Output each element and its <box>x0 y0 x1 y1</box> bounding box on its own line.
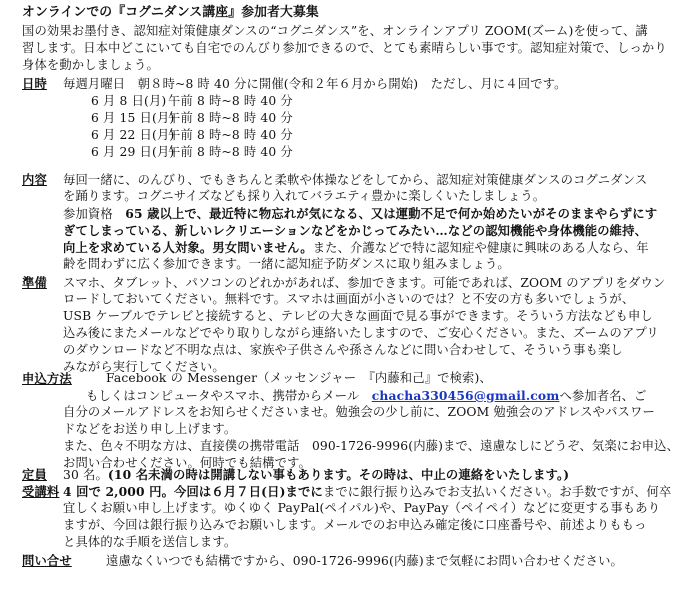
content-line: を踊ります。コグニサイズなども採り入れてバラエティ豊かに楽しくいたしましょう。 <box>63 189 546 203</box>
schedule-time: 午前 8 時~8 時 40 分 <box>168 145 293 159</box>
schedule-row <box>22 76 662 92</box>
qualification-emphasis: 65 歳以上で、最近特に物忘れが気になる、又は運動不足で何か始めたいがそのままやらずにす <box>125 206 658 221</box>
schedule-date-row <box>91 128 680 143</box>
intro-line: 国の効果お墨付き、認知症対策健康ダンスの“コグニダンス”を、オンラインアプリ ZOOM(ズーム)を使って、講 <box>22 24 648 38</box>
prep-line: ロードしておいてください。無料です。スマホは画面が小さいのでは？と不安の方も多いでしょうが、 <box>63 292 635 306</box>
fee-line: ますが、今回は銀行振り込みでお願いします。メールでのお申込み確定後に口座番号や、前述よりももっ <box>63 518 647 532</box>
schedule-time: 午前 8 時~8 時 40 分 <box>168 128 293 142</box>
fee-label: 受講料 <box>22 484 60 499</box>
apply-line <box>86 388 680 404</box>
schedule-date: 6 月 22 日(月) <box>91 128 175 142</box>
schedule-time: 午前 8 時~8 時 40 分 <box>168 94 293 108</box>
qualification-emphasis: ぎてしまっている、新しいレクリエーションなどをかじってみたい…などの認知機能や身体機能の維持、 <box>63 223 648 238</box>
content-row <box>22 172 662 188</box>
qualification-line <box>63 240 663 256</box>
contact-row <box>22 553 662 569</box>
qualification-emphasis: 向上を求めている人対象。男女問いません。 <box>63 240 313 255</box>
prep-line: のダウンロードなど不明な点は、家族や子供さんや孫さんなどに問い合わせして、そういう事も楽し <box>63 343 623 357</box>
apply-text: もしくはコンピュータやスマホ、携帯からメール <box>86 389 372 403</box>
schedule-date-row <box>91 111 680 126</box>
apply-line: お問い合わせください。何時でも結構です。 <box>63 456 311 470</box>
apply-line: ドなどをお送り申し上げます。 <box>63 422 237 436</box>
capacity-row <box>22 467 662 483</box>
prep-line: スマホ、タブレット、パソコンのどれかがあれば、参加できます。可能であれば、ZOOM のアプリをダウン <box>63 276 666 290</box>
prep-line: 込み後にまたメールなどでやり取りしながら連絡いたしますので、ご安心ください。また、ズームのアプリ <box>63 326 659 340</box>
email-link[interactable]: chacha330456@gmail.com <box>371 388 560 403</box>
contact-label: 問い合せ <box>22 553 72 568</box>
schedule-date: 6 月 8 日(月) <box>91 94 167 108</box>
flyer-title: オンラインでの『コグニダンス講座』参加者大募集 <box>22 5 319 20</box>
schedule-date: 6 月 15 日(月) <box>91 111 175 125</box>
schedule-date: 6 月 29 日(月) <box>91 145 175 159</box>
fee-row <box>22 484 672 500</box>
apply-line: 自分のメールアドレスをお知らせくださいませ。勉強会の少し前に、ZOOM 勉強会のアドレスやパスワー <box>63 405 655 419</box>
fee-emphasis: 4 回で 2,000 円。今回は６月７日(日)までに <box>63 484 323 499</box>
qualification-line: 齢を問わずに広く参加できます。一緒に認知症予防ダンスに取り組みましょう。 <box>63 257 510 271</box>
capacity-label: 定員 <box>22 467 47 482</box>
prep-label: 準備 <box>22 275 47 290</box>
capacity-note: (10 名未満の時は開講しない事もあります。その時は、中止の連絡をいたします。) <box>107 467 570 482</box>
fee-text: までに銀行振り込みでお支払いください。お手数ですが、何卒 <box>322 485 672 499</box>
schedule-date-row <box>91 94 680 109</box>
schedule-summary: 毎週月曜日 朝８時~8 時 40 分に開催(令和２年６月から開始) ただし、月に４回です。 <box>63 77 567 91</box>
fee-line: と具体的な手順を送信します。 <box>63 535 237 549</box>
qualification-text: また、介護などで特に認知症や健康に興味のある人なら、年 <box>312 241 649 255</box>
apply-line: また、色々不明な方は、直接僕の携帯電話 090-1726-9996(内藤)まで、遠慮なしにどうぞ、気楽にお申込、 <box>63 439 680 453</box>
prep-line: みながら実行してください。 <box>63 360 225 374</box>
intro-line: 身体を動かしましょう。 <box>22 58 159 72</box>
schedule-time: 午前 8 時~8 時 40 分 <box>168 111 293 125</box>
prep-row <box>22 275 666 291</box>
apply-label: 申込方法 <box>22 371 72 386</box>
capacity-value: 30 名。 <box>63 468 108 482</box>
content-line: 毎回一緒に、のんびり、でもきちんと柔軟や体操などをしてから、認知症対策健康ダンスのコグニダンス <box>63 173 648 187</box>
qualification-line <box>63 206 663 222</box>
intro-line: 習します。日本中どこにいても自宅でのんびり参加できるので、とても素晴らしい事です。認知症対策で、しっかり <box>22 41 667 55</box>
apply-line: Facebook の Messenger（メッセンジャー 『内藤和己』で検索)、 <box>106 371 492 385</box>
schedule-label: 日時 <box>22 76 47 91</box>
prep-line: USB ケーブルでテレビと接続すると、テレビの大きな画面で見る事ができます。そういう方法なども申し <box>63 309 653 323</box>
apply-text: へ参加者名、ご <box>559 389 647 403</box>
contact-text: 遠慮なくいつでも結構ですから、090-1726-9996(内藤)まで気軽にお問い合わせください。 <box>106 554 623 568</box>
schedule-date-row <box>91 145 680 160</box>
fee-line: 宜しくお願い申し上げます。ゆくゆく PayPal(ペイパル)や、PayPay（ペイペイ）などに変更する事もあり <box>63 501 661 515</box>
content-label: 内容 <box>22 172 47 187</box>
qualification-prefix: 参加資格 <box>63 207 126 221</box>
